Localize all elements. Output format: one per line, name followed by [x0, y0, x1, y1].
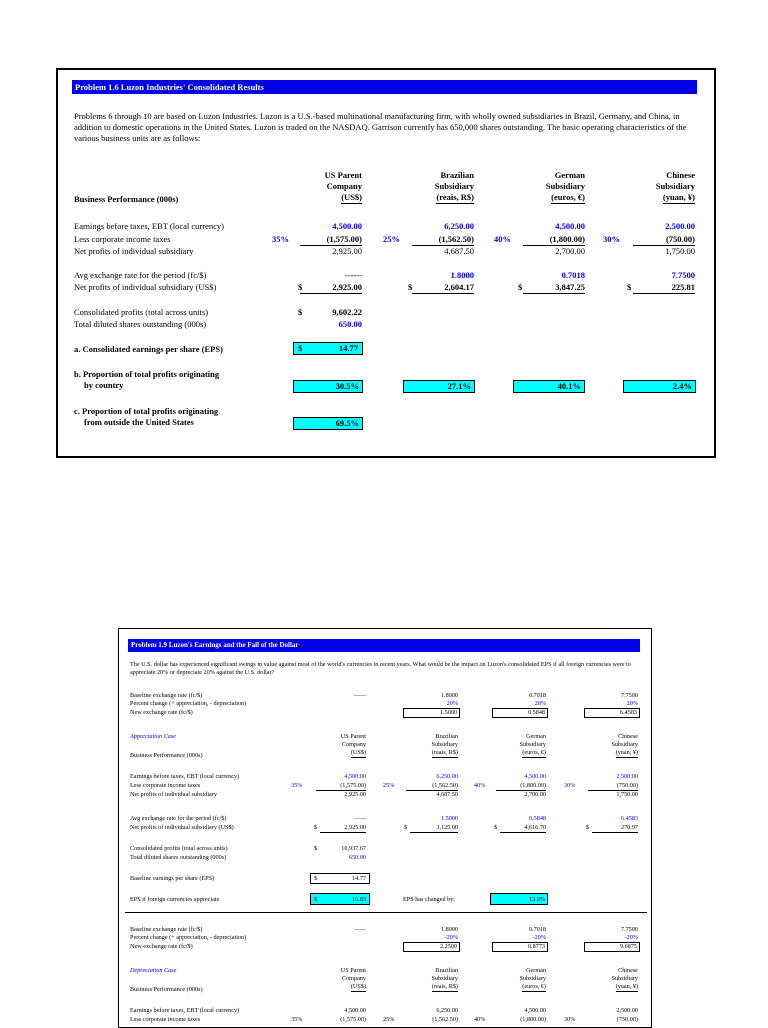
appreciation-case-label: Appreciation Case: [130, 733, 176, 740]
app-eps-label: EPS if foreign currencies appreciate: [130, 896, 220, 903]
proportion-germany: 40.1%: [557, 381, 581, 391]
app-ebt-us: 4,500.00: [344, 773, 366, 780]
header-china: Chinese Subsidiary (yuan, ¥): [655, 170, 695, 202]
consolidated-value: 9,602.22: [332, 307, 362, 317]
dep-new-fx-brazil: 2.2500: [439, 943, 457, 950]
dep-new-fx-germany: 0.8773: [527, 943, 545, 950]
app-avgfx-germany: 0.5848: [528, 815, 546, 822]
problem-1-9-title: Problem 1.9 Luzon's Earnings and the Fall of the Dollar: [128, 639, 640, 652]
dollar-sign: $: [314, 875, 318, 882]
tax-rate-germany: 40%: [494, 234, 511, 244]
problem-1-6-intro: Problems 6 through 10 are based on Luzon Industries. Luzon is a U.S.-based multinational manufacturing firm, with wholly owned subsidiaries in Brazil, Germany, and China, in addition to domestic operations in the United States. Luzon is traded on the NASDAQ. Garrison currently has 650,000 shares outstanding. The basic operating characteristics of the various business units are as follows:: [74, 111, 687, 143]
app-change-value: 13.9%: [529, 896, 545, 903]
dollar-sign: $: [314, 824, 318, 831]
npusd-germany: 3,847.25: [523, 282, 585, 294]
baseline-fx-us: ——: [353, 692, 366, 699]
baseline-fx-germany: 0.7018: [528, 692, 546, 699]
ebt-label: Earnings before taxes, EBT (local currency): [74, 221, 224, 231]
dep-header-china: Chinese Subsidiary (yuan, ¥): [611, 967, 638, 990]
app-np-brazil: 4,687.50: [436, 791, 458, 798]
np-china: 1,750.00: [665, 246, 695, 256]
app-cons-label: Consolidated profits (total across units): [130, 845, 228, 852]
dollar-sign: $: [314, 845, 318, 852]
eps-value: 14.77: [338, 343, 358, 353]
npusd-brazil: 2,604.17: [412, 282, 474, 294]
dep-tax-us: (1,575.00): [340, 1016, 366, 1023]
proportion-brazil: 27.1%: [447, 381, 471, 391]
app-npusd-label: Net profits of individual subsidiary (US$): [130, 824, 234, 831]
ebt-us: 4,500.00: [332, 221, 362, 231]
proportion-china: 2.4%: [672, 381, 692, 391]
app-tax-label: Less corporate income taxes: [130, 782, 201, 789]
dep-tax-rate-china: 30%: [564, 1016, 576, 1023]
app-tax-us: (1,575.00): [316, 782, 366, 791]
app-ebt-brazil: 6,250.00: [436, 773, 458, 780]
net-profit-usd-label: Net profits of individual subsidiary (US$): [74, 282, 217, 292]
tax-china: (750.00): [633, 234, 695, 246]
outside-us-label: c. Proportion of total profits originating from outside the United States: [74, 406, 219, 427]
ebt-china: 2,500.00: [665, 221, 695, 231]
app-npusd-us: 2,925.00: [320, 824, 366, 833]
dollar-sign: $: [314, 896, 318, 903]
dollar-sign: $: [408, 282, 413, 292]
ebt-germany: 4,500.00: [555, 221, 585, 231]
dep-baseline-fx-label: Baseline exchange rate (fc/$): [130, 926, 203, 933]
new-fx-germany: 0.5848: [527, 709, 545, 716]
dep-tax-rate-brazil: 25%: [383, 1016, 395, 1023]
dep-header-us: US Parent Company (US$): [340, 967, 366, 990]
consolidated-label: Consolidated profits (total across units): [74, 307, 209, 317]
outside-us-value: 69.5%: [335, 418, 359, 428]
fx-china: 7.7500: [671, 270, 695, 280]
dollar-sign: $: [494, 824, 498, 831]
dep-ebt-germany: 4,500.00: [524, 1007, 546, 1014]
app-header-germany: German Subsidiary (euros, €): [519, 733, 546, 756]
new-fx-label: New exchange rate (fc/$): [130, 709, 193, 716]
app-avgfx-label: Avg exchange rate for the period (fc/$): [130, 815, 227, 822]
dollar-sign: $: [586, 824, 590, 831]
tax-us: (1,575.00): [300, 234, 362, 246]
dep-section-label: Business Performance (000s): [130, 986, 203, 993]
pct-germany: 20%: [534, 700, 546, 707]
app-npusd-china: 270.97: [592, 824, 638, 833]
app-shares-label: Total diluted shares outstanding (000s): [130, 854, 227, 861]
header-us-parent: US Parent Company (US$): [324, 170, 362, 202]
problem-1-9-intro: The U.S. dollar has experienced significant swings in value against most of the world's currencies in recent years. What would be the impact on Luzon's consolidated EPS if all foreign currencies were to appreciate 20% or depreciate 20% against the U.S. dollar?: [130, 661, 631, 676]
dollar-sign: $: [298, 307, 303, 317]
dep-pct-china: -20%: [624, 934, 638, 941]
dep-tax-rate-germany: 40%: [474, 1016, 486, 1023]
header-germany: German Subsidiary (euros, €): [545, 170, 585, 202]
baseline-fx-brazil: 1.8000: [440, 692, 458, 699]
dep-ebt-us: 4,500.00: [344, 1007, 366, 1014]
fx-germany: 0.7018: [561, 270, 585, 280]
app-tax-rate-germany: 40%: [474, 782, 486, 789]
section-label: Business Performance (000s): [74, 194, 179, 204]
app-shares-value: 650.00: [348, 854, 366, 861]
dep-baseline-fx-germany: 0.7018: [528, 926, 546, 933]
pct-brazil: 20%: [446, 700, 458, 707]
app-ebt-label: Earnings before taxes, EBT (local currency): [130, 773, 240, 780]
dollar-sign: $: [298, 343, 303, 353]
eps-label: a. Consolidated earnings per share (EPS): [74, 344, 223, 354]
app-eps-value: 16.83: [352, 896, 366, 903]
proportion-label: b. Proportion of total profits originating by country: [74, 369, 220, 390]
app-tax-china: (750.00): [588, 782, 638, 791]
tax-brazil: (1,562.50): [412, 234, 474, 246]
dep-pct-change-label: Percent change (+ appreciation, - depreciation): [130, 934, 247, 941]
np-germany: 2,700.00: [555, 246, 585, 256]
dep-pct-brazil: -20%: [444, 934, 458, 941]
dollar-sign: $: [518, 282, 523, 292]
tax-rate-china: 30%: [603, 234, 620, 244]
app-ebt-china: 2,500.00: [616, 773, 638, 780]
dep-header-germany: German Subsidiary (euros, €): [519, 967, 546, 990]
app-np-china: 1,750.00: [616, 791, 638, 798]
fx-brazil: 1.8000: [450, 270, 474, 280]
avg-fx-label: Avg exchange rate for the period (fc/$): [74, 270, 207, 280]
dep-tax-brazil: (1,562.50): [432, 1016, 458, 1023]
dep-new-fx-label: New exchange rate (fc/$): [130, 943, 193, 950]
app-avgfx-brazil: 1.5000: [440, 815, 458, 822]
dep-tax-rate-us: 35%: [291, 1016, 303, 1023]
dep-header-brazil: Brazilian Subsidiary (reais, R$): [431, 967, 458, 990]
baseline-eps-value: 14.77: [352, 875, 366, 882]
dollar-sign: $: [404, 824, 408, 831]
dep-baseline-fx-china: 7.7500: [620, 926, 638, 933]
fx-us: ------: [345, 270, 362, 280]
app-section-label: Business Performance (000s): [130, 752, 203, 759]
app-tax-rate-us: 35%: [291, 782, 303, 789]
shares-value: 650.00: [338, 319, 362, 329]
app-tax-brazil: (1,562.50): [406, 782, 458, 791]
pct-change-label: Percent change (+ appreciation, - depreciation): [130, 700, 247, 707]
np-brazil: 4,687.50: [444, 246, 474, 256]
baseline-fx-label: Baseline exchange rate (fc/$): [130, 692, 203, 699]
ebt-brazil: 6,250.00: [444, 221, 474, 231]
dep-tax-china: (750.00): [616, 1016, 638, 1023]
section-divider: [125, 912, 647, 913]
app-tax-rate-china: 30%: [564, 782, 576, 789]
baseline-eps-label: Baseline earnings per share (EPS): [130, 875, 215, 882]
app-tax-germany: (1,800.00): [496, 782, 546, 791]
dep-baseline-fx-us: ——: [353, 926, 366, 933]
npusd-us: 2,925.00: [300, 282, 362, 294]
dep-ebt-china: 2,500.00: [616, 1007, 638, 1014]
tax-germany: (1,800.00): [523, 234, 585, 246]
app-avgfx-us: ——: [353, 815, 366, 822]
shares-label: Total diluted shares outstanding (000s): [74, 319, 207, 329]
app-np-us: 2,925.00: [344, 791, 366, 798]
app-tax-rate-brazil: 25%: [383, 782, 395, 789]
net-profit-label: Net profits of individual subsidiary: [74, 246, 194, 256]
proportion-us: 30.5%: [335, 381, 359, 391]
baseline-fx-china: 7.7500: [620, 692, 638, 699]
new-fx-brazil: 1.5000: [439, 709, 457, 716]
np-us: 2,925.00: [332, 246, 362, 256]
header-brazil: Brazilian Subsidiary (reais, R$): [434, 170, 474, 202]
app-npusd-brazil: 3,125.00: [410, 824, 458, 833]
pct-china: 20%: [626, 700, 638, 707]
eps-changed-label: EPS has changed by:: [403, 896, 456, 903]
app-header-us: US Parent Company (US$): [340, 733, 366, 756]
dep-ebt-label: Earnings before taxes, EBT (local currency): [130, 1007, 240, 1014]
dollar-sign: $: [298, 282, 303, 292]
app-np-germany: 2,700.00: [524, 791, 546, 798]
tax-rate-brazil: 25%: [383, 234, 400, 244]
app-np-label: Net profits of individual subsidiary: [130, 791, 217, 798]
new-fx-china: 6.4583: [619, 709, 637, 716]
app-npusd-germany: 4,616.70: [500, 824, 546, 833]
npusd-china: 225.81: [633, 282, 695, 294]
dep-pct-germany: -20%: [532, 934, 546, 941]
app-ebt-germany: 4,500.00: [524, 773, 546, 780]
dep-new-fx-china: 9.6875: [619, 943, 637, 950]
app-header-china: Chinese Subsidiary (yuan, ¥): [611, 733, 638, 756]
dep-tax-germany: (1,800.00): [520, 1016, 546, 1023]
dep-tax-label: Less corporate income taxes: [130, 1016, 201, 1023]
dep-baseline-fx-brazil: 1.8000: [440, 926, 458, 933]
tax-rate-us: 35%: [272, 234, 289, 244]
problem-1-6-title: Problem 1.6 Luzon Industries' Consolidated Results: [72, 80, 697, 94]
tax-label: Less corporate income taxes: [74, 234, 171, 244]
dep-ebt-brazil: 6,250.00: [436, 1007, 458, 1014]
app-cons-value: 10,937.67: [341, 845, 366, 852]
depreciation-case-label: Depreciation Case: [130, 967, 177, 974]
dollar-sign: $: [627, 282, 632, 292]
app-avgfx-china: 6.4583: [620, 815, 638, 822]
app-header-brazil: Brazilian Subsidiary (reais, R$): [431, 733, 458, 756]
